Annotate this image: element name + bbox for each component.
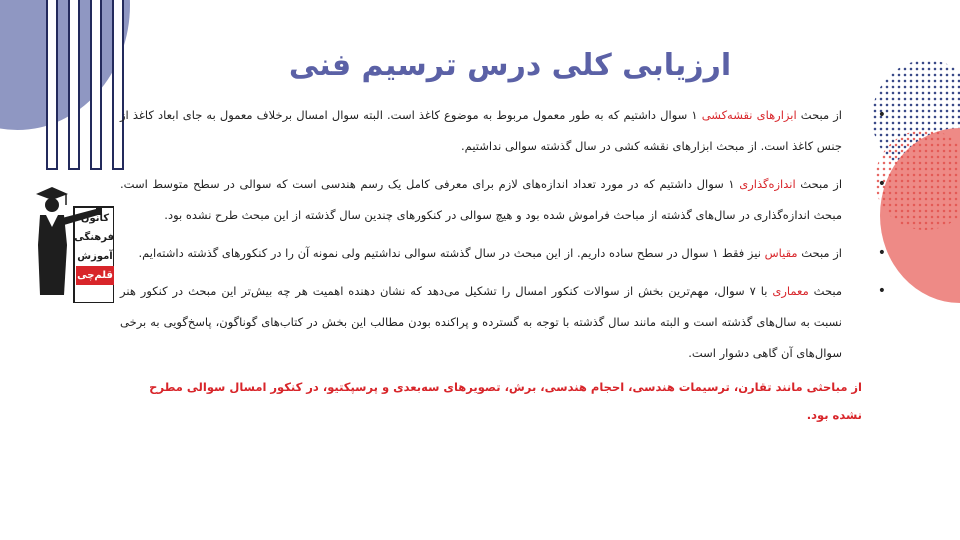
bullet-highlight: مقیاس [764, 246, 798, 260]
logo-line-3: آموزش [77, 251, 113, 262]
logo-text [76, 209, 114, 285]
bullet-text-pre: مبحث [808, 284, 843, 298]
logo-line-4: قلم‌چی [76, 266, 114, 285]
decorative-bar [46, 0, 58, 170]
bullet-item-scale [120, 238, 872, 269]
decorative-bar [68, 0, 80, 170]
decorative-bars [46, 0, 126, 170]
footer-note: از مباحثی مانند تقارن، ترسیمات هندسی، احجام هندسی، برش، تصویرهای سه‌بعدی و پرسپکتیو، در کنکور امسال سوالی مطرح نشده بود. [149, 380, 862, 422]
bullet-highlight: اندازه‌گذاری [739, 177, 796, 191]
logo-line-2: فرهنگی [74, 232, 114, 243]
bullet-text-pre: از مبحث [795, 177, 843, 191]
bullet-text-post: با ۷ سوال، مهم‌ترین بخش از سوالات کنکور امسال را تشکیل می‌دهد که نشان دهنده اهمیت هر چه بیش‌تر این مبحث در کنکور هنر نسبت به سال‌های گذشته است و البته مانند سال گذشته با توجه به گسترده و پراکنده بودن مطالب این بخش در کتاب‌های گوناگون، پاسخ‌گویی به برخی سوال‌های آن گاهی دشوار است. [120, 284, 842, 360]
slide-title: ارزیابی کلی درس ترسیم فنی [288, 48, 732, 83]
bullet-text-post: ۱ سوال داشتیم که در مورد تعداد اندازه‌های لازم برای معرفی کامل یک رسم هندسی است که سوالی در سطح متوسط است. مبحث اندازه‌گذاری در سال‌های گذشته از مباحث فراموش شده بود و هیچ سوالی در کنکورهای چندین سال گذشته از این مبحث طرح نشده بود. [120, 177, 842, 222]
bullet-item-drawing-tools [120, 100, 872, 162]
bullet-text-pre: از مبحث [796, 108, 843, 122]
bullet-text-post: نیز فقط ۱ سوال در سطح ساده داریم. از این مبحث در سال گذشته سوالی نداشتیم ولی نمونه آن را در کنکورهای گذشته داشته‌ایم. [138, 246, 765, 260]
bullet-highlight: معماری [772, 284, 809, 298]
bullet-text-post: ۱ سوال داشتیم که به طور معمول مربوط به موضوع کاغذ است. البته سوال امسال برخلاف معمول به جای ابعاد کاغذ از جنس کاغذ است. از مبحث ابزارهای نقشه کشی در سال گذشته سوالی نداشتیم. [120, 108, 842, 153]
bullet-highlight: ابزارهای نقشه‌کشی [701, 108, 797, 122]
bullet-item-dimensioning [120, 169, 872, 231]
logo [34, 185, 114, 303]
bullet-item-architecture [120, 276, 872, 369]
logo-line-1: کانون [80, 213, 110, 224]
bullet-text-pre: از مبحث [797, 246, 842, 260]
bullet-list [120, 100, 872, 429]
decorative-bar [90, 0, 102, 170]
